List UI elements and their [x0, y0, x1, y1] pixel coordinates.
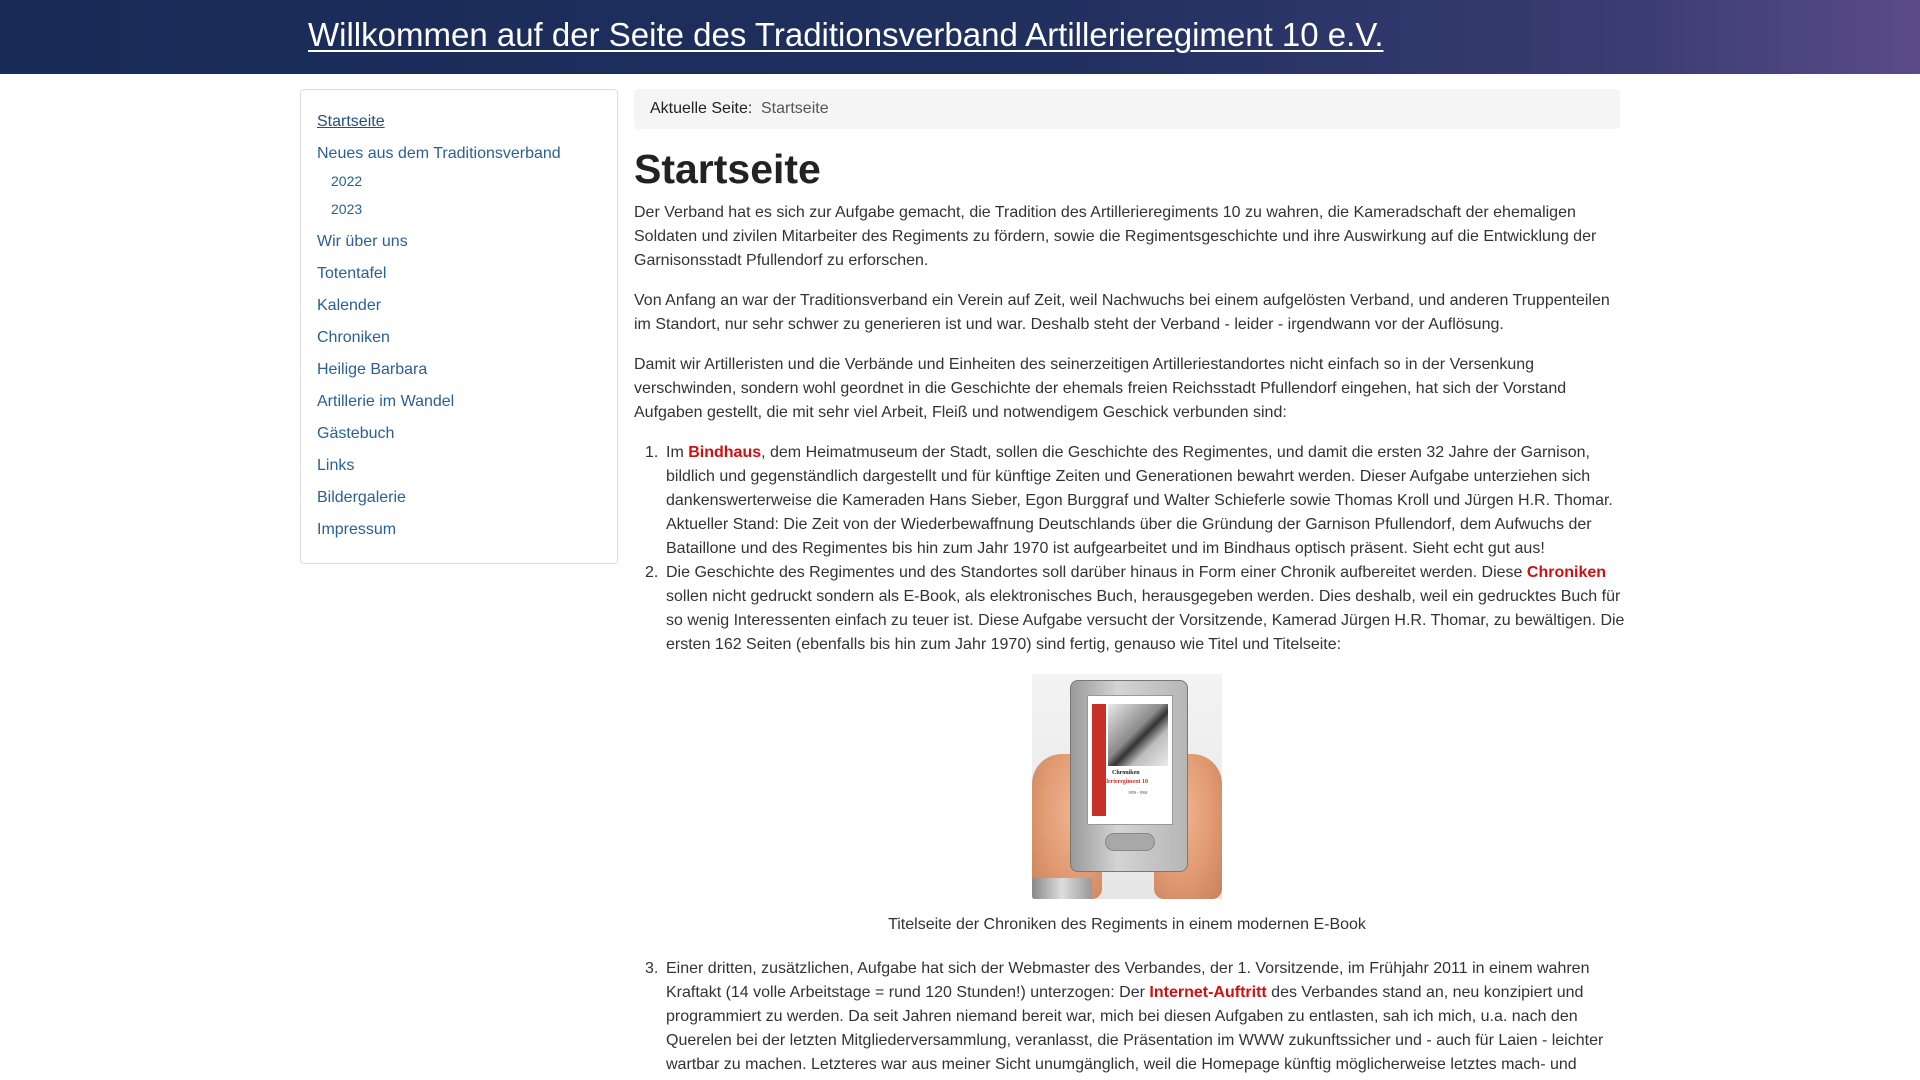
sidebar-item-links[interactable]: Links: [317, 457, 355, 474]
ebook-screen: [1087, 695, 1173, 825]
cover-photo: [1108, 704, 1168, 766]
list-number-1: 1.: [645, 444, 659, 461]
list-item-1: [666, 441, 1626, 561]
sidebar-item-startseite[interactable]: Startseite: [317, 113, 385, 130]
ebook-image: [1032, 674, 1222, 899]
sidebar-item-neues[interactable]: Neues aus dem Traditionsverband: [317, 145, 561, 162]
breadcrumb: [634, 89, 1620, 129]
cover-title-2: Artillerieregiment 10: [1094, 779, 1149, 785]
list-item-2-before: Die Geschichte des Regimentes und des Standortes soll darüber hinaus in Form einer Chronik aufbereitet werden. Diese: [666, 564, 1527, 581]
sidebar-item-impressum[interactable]: Impressum: [317, 521, 397, 538]
ebook-buttons: [1105, 833, 1155, 851]
list-item-2-after: sollen nicht gedruckt sondern als E-Book, als elektronisches Buch, herausgegeben werden. Dies deshalb, weil ein gedrucktes Buch für so wenig Interessenten einfach zu teuer ist. Diese Aufgabe versucht der Vorsitzende, Kamerad Jürgen H.R. Thomar, zu bewältigen. Die ersten 162 Seiten (ebenfalls bis hin zum Jahr 1970) sind fertig, genauso wie Titel und Titelseite:: [666, 588, 1625, 653]
sidebar-item-bildergalerie[interactable]: Bildergalerie: [317, 489, 406, 506]
sidebar-nav: [300, 89, 618, 564]
breadcrumb-current: Startseite: [761, 100, 829, 117]
list-number-2: 2.: [645, 564, 659, 581]
intro-paragraph-1: Der Verband hat es sich zur Aufgabe gemacht, die Tradition des Artillerieregiments 10 zu wahren, die Kameradschaft der ehemaligen Soldaten und zivilen Mitarbeiter des Regiments zu fördern, sowie die Regimentsgeschichte und ihre Auswirkung auf die Entwicklung der Garnisonsstadt Pfullendorf zu erforschen.: [634, 204, 1597, 269]
image-caption: Titelseite der Chroniken des Regiments in einem modernen E-Book: [888, 916, 1366, 933]
bindhaus-link[interactable]: Bindhaus: [688, 444, 762, 461]
list-item-3-after: des Verbandes stand an, neu konzipiert und programmiert zu werden. Da seit Jahren niemand bereit war, mich bei diesen Aufgaben zu entlasten, sah ich mich, u.a. nach den Querelen bei der letzten Mitgliederversammlung, veranlasst, die Präsentation im WWW zukunftssicher und - auch für Laien - leichter wartbar zu machen. Letzteres war aus meiner Sicht unumgänglich, weil die Homepage künftig möglicherweise letztes mach- und: [666, 984, 1604, 1073]
sidebar-item-totentafel[interactable]: Totentafel: [317, 265, 387, 282]
chroniken-link[interactable]: Chroniken: [1526, 564, 1607, 581]
ebook-device: [1070, 680, 1188, 872]
site-title-link[interactable]: Willkommen auf der Seite des Traditionsverband Artillerieregiment 10 e.V.: [308, 16, 1384, 53]
list-number-3: 3.: [645, 960, 659, 977]
sidebar-item-artillerie-im-wandel[interactable]: Artillerie im Wandel: [317, 393, 455, 410]
sidebar-item-gaestebuch[interactable]: Gästebuch: [317, 425, 395, 442]
sidebar-item-2022[interactable]: 2022: [331, 173, 363, 189]
sidebar-item-wir-ueber-uns[interactable]: Wir über uns: [317, 233, 408, 250]
intro-paragraph-2: Von Anfang an war der Traditionsverband ein Verein auf Zeit, weil Nachwuchs bei einem aufgelösten Verband, und anderen Truppenteilen im Standort, nur sehr schwer zu generieren ist und war. Deshalb steht der Verband - leider - irgendwann vor der Auflösung.: [634, 292, 1610, 333]
list-item-1-before: Im: [666, 444, 689, 461]
sidebar-item-heilige-barbara[interactable]: Heilige Barbara: [317, 361, 428, 378]
cover-years: 1959 - 1994: [1128, 790, 1148, 795]
cover-red-stripe: [1092, 704, 1106, 816]
list-item-3-before: Einer dritten, zusätzlichen, Aufgabe hat sich der Webmaster des Verbandes, der 1. Vorsitzende, im Frühjahr 2011 in einem wahren Kraftakt (14 volle Arbeitstage = rund 120 Stunden!) unterzogen: Der: [666, 960, 1590, 1001]
intro-paragraph-3: Damit wir Artilleristen und die Verbände und Einheiten des seinerzeitigen Artilleriestandortes nicht einfach so in der Versenkung verschwinden, sondern wohl geordnet in die Geschichte der ehemals freien Reichsstadt Pfullendorf eingehen, hat sich der Vorstand Aufgaben gestellt, die mit sehr viel Arbeit, Fleiß und notwendigem Geschick verbunden sind:: [634, 356, 1567, 421]
internet-auftritt-link[interactable]: Internet-Auftritt: [1149, 984, 1267, 1001]
watch-shape: [1032, 878, 1092, 899]
list-item-2: [666, 561, 1626, 657]
sidebar-item-2023[interactable]: 2023: [331, 201, 363, 217]
breadcrumb-label: Aktuelle Seite:: [650, 100, 753, 117]
cover-title-1: Chroniken: [1112, 770, 1140, 776]
list-item-3: [666, 957, 1626, 1077]
page-title: Startseite: [634, 146, 821, 192]
list-item-1-after: , dem Heimatmuseum der Stadt, sollen die Geschichte des Regimentes, und damit die ersten 32 Jahre der Garnison, bildlich und gegenständlich dargestellt und für künftige Zeiten und Generationen bewahrt werden. Dieser Aufgabe unterziehen sich dankenswerterweise die Kameraden Hans Sieber, Egon Burggraf und Walter Schieferle sowie Thomas Kroll und Jürgen H.R. Thomar. Aktueller Stand: Die Zeit von der Wiederbewaffnung Deutschlands über die Gründung der Garnison Pfullendorf, dem Aufwuchs der Bataillone und des Regimentes bis hin zum Jahr 1970 ist aufgearbeitet und im Bindhaus optisch präsent. Sieht echt gut aus!: [666, 444, 1613, 557]
sidebar-item-kalender[interactable]: Kalender: [317, 297, 382, 314]
sidebar-item-chroniken[interactable]: Chroniken: [317, 329, 390, 346]
site-header: [0, 0, 1920, 74]
